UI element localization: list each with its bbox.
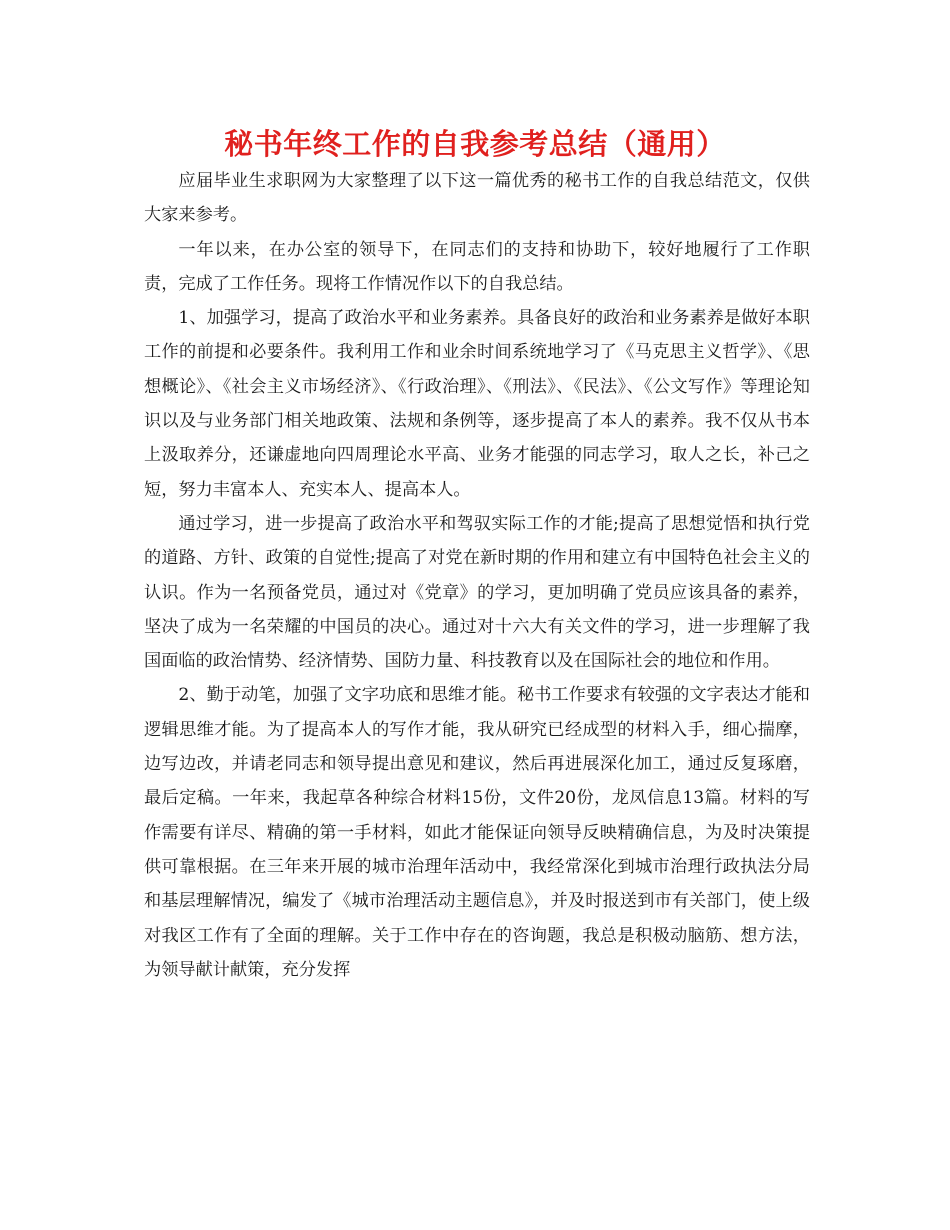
document-body (144, 164, 810, 987)
paragraph-intro: 应届毕业生求职网为大家整理了以下这一篇优秀的秘书工作的自我总结范文，仅供大家来参考。 (144, 171, 810, 226)
document-title: 秘书年终工作的自我参考总结（通用） (224, 127, 726, 161)
paragraph-section-1: 1、加强学习，提高了政治水平和业务素养。具备良好的政治和业务素养是做好本职工作的前提和必要条件。我利用工作和业余时间系统地学习了《马克思主义哲学》、《思想概论》、《社会主义市场经济》、《行政治理》、《刑法》、《民法》、《公文写作》等理论知识以及与业务部门相关地政策、法规和条例等，逐步提高了本人的素养。我不仅从书本上汲取养分，还谦虚地向四周理论水平高、业务才能强的同志学习，取人之长，补己之短，努力丰富本人、充实本人、提高本人。 (144, 308, 810, 500)
paragraph-section-2: 2、勤于动笔，加强了文字功底和思维才能。秘书工作要求有较强的文字表达才能和逻辑思维才能。为了提高本人的写作才能，我从研究已经成型的材料入手，细心揣摩，边写边改，并请老同志和领导提出意见和建议，然后再进展深化加工，通过反复琢磨，最后定稿。一年来，我起草各种综合材料15份，文件20份，龙凤信息13篇。材料的写作需要有详尽、精确的第一手材料，如此才能保证向领导反映精确信息，为及时决策提供可靠根据。在三年来开展的城市治理年活动中，我经常深化到城市治理行政执法分局和基层理解情况，编发了《城市治理活动主题信息》，并及时报送到市有关部门，使上级对我区工作有了全面的理解。关于工作中存在的咨询题，我总是积极动脑筋、想方法，为领导献计献策，充分发挥 (144, 685, 810, 980)
paragraph-overview: 一年以来，在办公室的领导下，在同志们的支持和协助下，较好地履行了工作职责，完成了工作任务。现将工作情况作以下的自我总结。 (144, 239, 810, 294)
paragraph-study-results: 通过学习，进一步提高了政治水平和驾驭实际工作的才能;提高了思想觉悟和执行党的道路、方针、政策的自觉性;提高了对党在新时期的作用和建立有中国特色社会主义的认识。作为一名预备党员，通过对《党章》的学习，更加明确了党员应该具备的素养，坚决了成为一名荣耀的中国员的决心。通过对十六大有关文件的学习，进一步理解了我国面临的政治情势、经济情势、国防力量、科技教育以及在国际社会的地位和作用。 (144, 513, 810, 672)
